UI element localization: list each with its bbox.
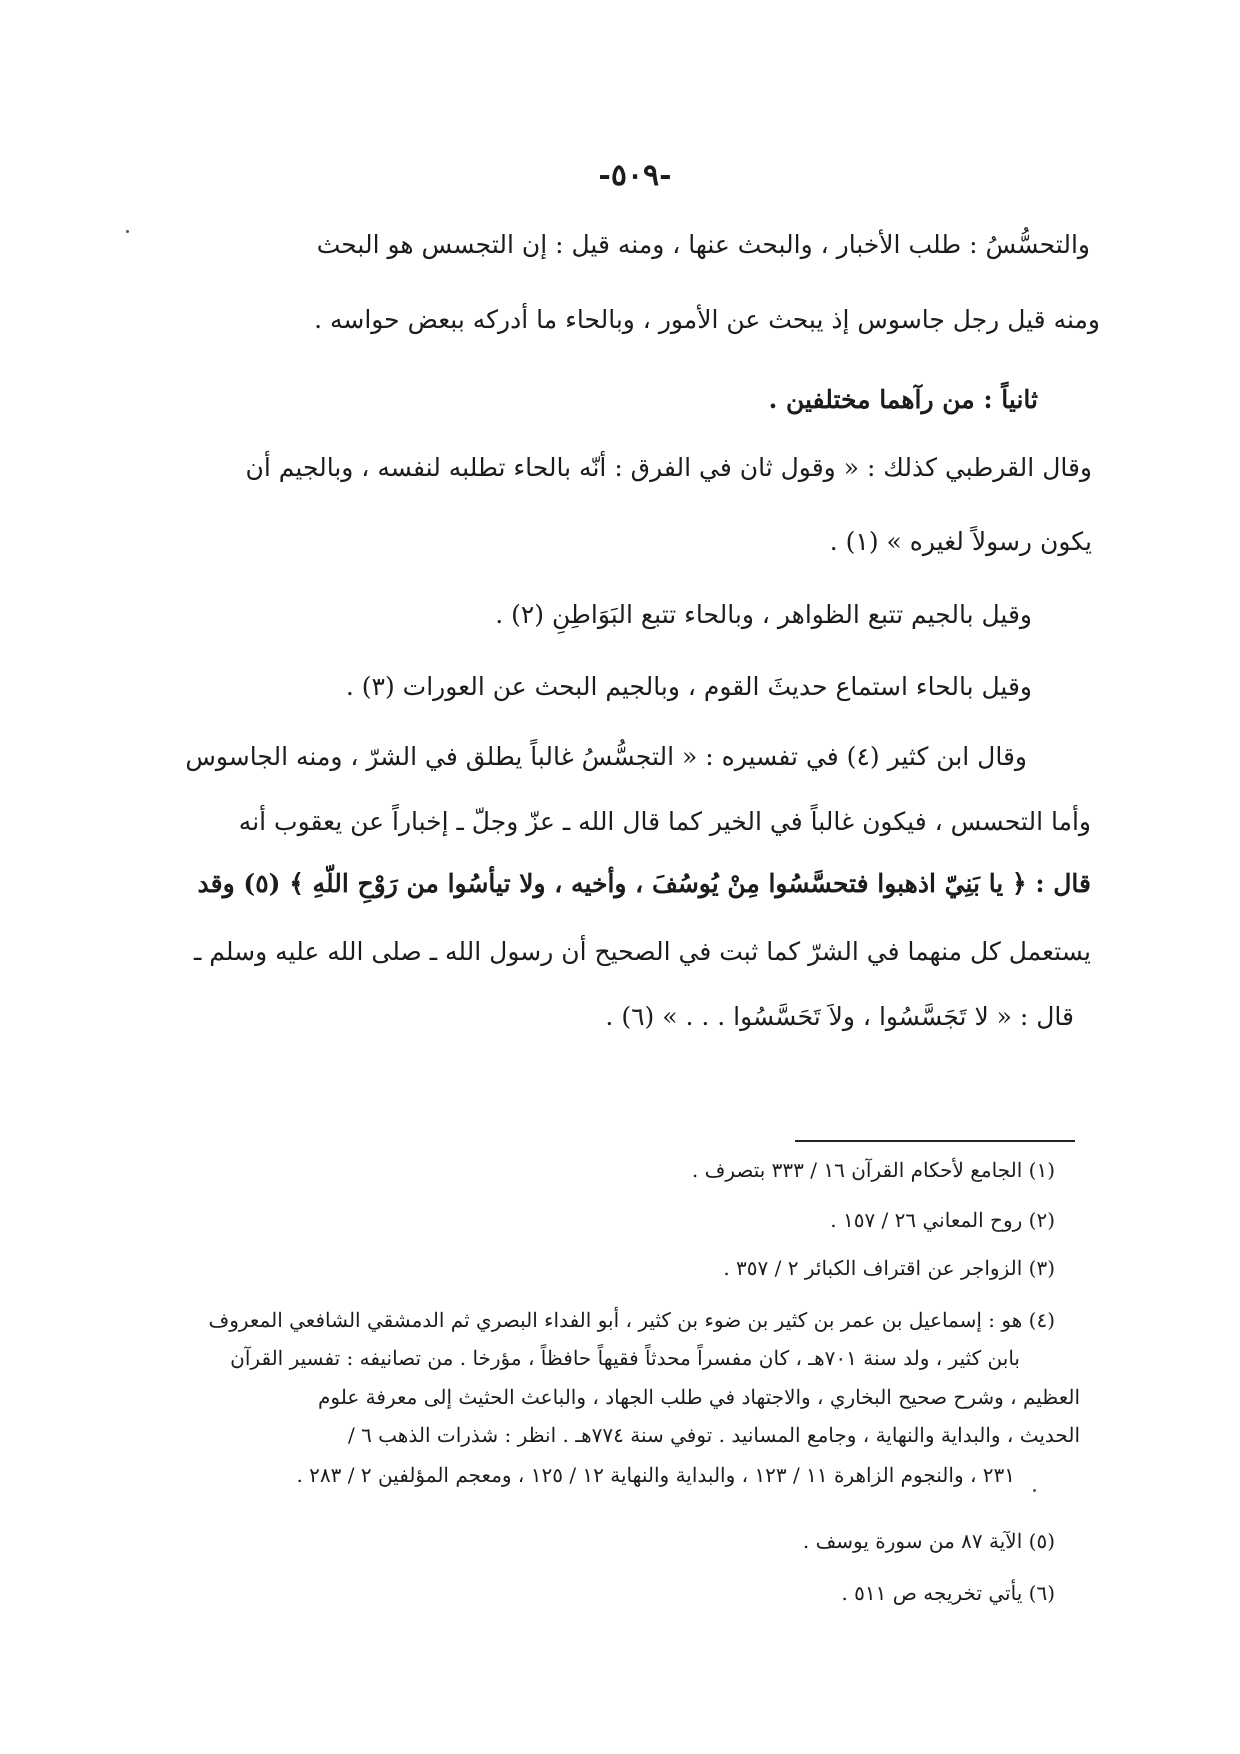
page-number: -٥٠٩- xyxy=(598,158,672,193)
body-line: قال : « لا تَجَسَّسُوا ، ولاَ تَحَسَّسُوا . . . » (٦) . xyxy=(605,1002,1074,1031)
footnote: (٦) يأتي تخريجه ص ٥١١ . xyxy=(841,1581,1055,1605)
footnote-continuation: بابن كثير ، ولد سنة ٧٠١هـ ، كان مفسراً محدثاً فقيهاً حافظاً ، مؤرخا . من تصانيفه : تفسير القرآن xyxy=(230,1346,1020,1370)
footnote-continuation: الحديث ، والبداية والنهاية ، وجامع المسانيد . توفي سنة ٧٧٤هـ . انظر : شذرات الذهب ٦ / xyxy=(347,1423,1080,1447)
footnote: (٢) روح المعاني ٢٦ / ١٥٧ . xyxy=(830,1208,1055,1232)
body-line: ومنه قيل رجل جاسوس إذ يبحث عن الأمور ، وبالحاء ما أدركه ببعض حواسه . xyxy=(314,305,1100,334)
body-line: وقيل بالحاء استماع حديثَ القوم ، وبالجيم البحث عن العورات (٣) . xyxy=(345,672,1032,701)
body-line: وقال ابن كثير (٤) في تفسيره : « التجسُّسُ غالباً يطلق في الشرّ ، ومنه الجاسوس xyxy=(185,742,1027,771)
footnote-divider xyxy=(795,1140,1075,1142)
body-line: وقال القرطبي كذلك : « وقول ثان في الفرق : أنّه بالحاء تطلبه لنفسه ، وبالجيم أن xyxy=(245,453,1092,482)
body-line: وقيل بالجيم تتبع الظواهر ، وبالحاء تتبع البَوَاطِنِ (٢) . xyxy=(495,600,1032,629)
quran-verse-line: قال : ﴿ يا بَنِيّ اذهبوا فتحسَّسُوا مِنْ يُوسُفَ ، وأخيه ، ولا تيأسُوا من رَوْحِ اللّهِ ﴾ (٥) وقد xyxy=(197,869,1091,898)
body-line: وأما التحسس ، فيكون غالباً في الخير كما قال الله ـ عزّ وجلّ ـ إخباراً عن يعقوب أنه xyxy=(238,807,1091,836)
footnote-continuation: العظيم ، وشرح صحيح البخاري ، والاجتهاد في طلب الجهاد ، والباعث الحثيث إلى معرفة علوم xyxy=(318,1385,1080,1409)
scan-speck xyxy=(1033,1489,1036,1492)
footnote: (٤) هو : إسماعيل بن عمر بن كثير بن ضوء بن كثير ، أبو الفداء البصري ثم الدمشقي الشافعي المعروف xyxy=(208,1308,1055,1332)
body-line: والتحسُّسُ : طلب الأخبار ، والبحث عنها ، ومنه قيل : إن التجسس هو البحث xyxy=(316,230,1090,259)
body-line: يكون رسولاً لغيره » (١) . xyxy=(829,527,1092,556)
footnote: (٣) الزواجر عن اقتراف الكبائر ٢ / ٣٥٧ . xyxy=(723,1256,1055,1280)
footnote: (٥) الآية ٨٧ من سورة يوسف . xyxy=(802,1529,1055,1553)
section-heading: ثانياً : من رآهما مختلفين . xyxy=(768,385,1038,414)
body-line: يستعمل كل منهما في الشرّ كما ثبت في الصحيح أن رسول الله ـ صلى الله عليه وسلم ـ xyxy=(194,937,1091,966)
footnote: (١) الجامع لأحكام القرآن ١٦ / ٣٣٣ بتصرف . xyxy=(691,1158,1055,1182)
scan-speck xyxy=(126,230,129,233)
footnote-continuation: ٢٣١ ، والنجوم الزاهرة ١١ / ١٢٣ ، والبداية والنهاية ١٢ / ١٢٥ ، ومعجم المؤلفين ٢ / ٢٨٣ . xyxy=(296,1463,1015,1487)
